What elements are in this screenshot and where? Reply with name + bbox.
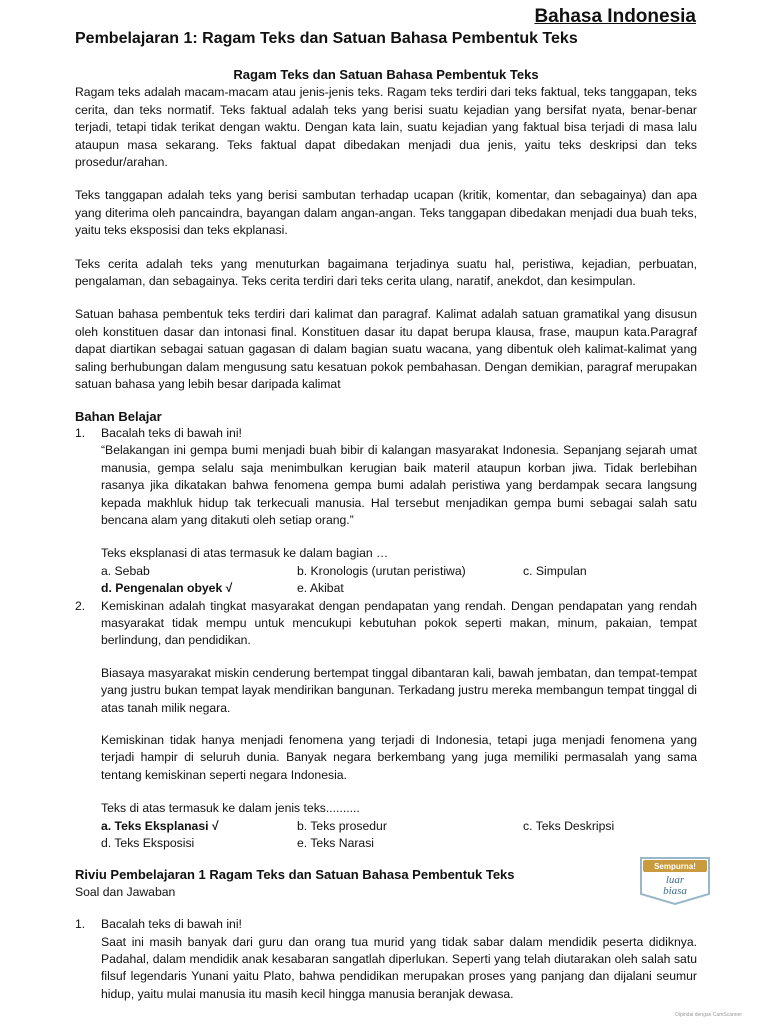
option-d-correct: d. Pengenalan obyek √	[101, 581, 233, 596]
question-passage: Kemiskinan tidak hanya menjadi fenomena yang terjadi di Indonesia, tetapi juga menjadi fenomena yang terjadi hampir di seluruh dunia. Banyak negara berkembang yang juga memiliki permasalah yang sama tentang kemiskinan seperti negara Indonesia.	[101, 733, 697, 782]
question-passage: Saat ini masih banyak dari guru dan orang tua murid yang tidak sabar dalam mendidik peserta didiknya. Padahal, dalam mendidik anak kesabaran sangatlah diperlukan. Seperti yang telah diutarakan oleh salah satu filsuf legendaris Yunani yaitu Plato, bahwa pendidikan merupakan proses yang panjang dan dijalani seumur hidup, yaitu mulai manusia itu masih kecil hingga manusia beranjak dewasa.	[101, 934, 697, 1001]
answer-options	[101, 818, 697, 853]
option-a: a. Sebab	[101, 563, 150, 578]
subject-title: Bahasa Indonesia	[534, 6, 696, 27]
review-subheading: Soal dan Jawaban	[75, 884, 176, 899]
review-question-1	[75, 916, 697, 1003]
review-section	[75, 862, 697, 1003]
badge-top-text: Sempurna!	[654, 862, 696, 872]
option-b: b. Kronologis (urutan peristiwa)	[297, 563, 466, 578]
question-instruction: Bacalah teks di bawah ini!	[101, 917, 242, 932]
bahan-belajar-heading: Bahan Belajar	[75, 408, 162, 424]
option-e: e. Teks Narasi	[297, 836, 374, 851]
question-passage: Biasaya masyarakat miskin cenderung bertempat tinggal dibantaran kali, bawah jembatan, dan tempat-tempat yang justru bukan tempat layak mendirikan bangunan. Terkadang justru mereka membangun tempat tinggal di atas tanah milik negara.	[101, 665, 697, 715]
question-number: 1.	[75, 425, 86, 440]
paragraph: Ragam teks adalah macam-macam atau jenis-jenis teks. Ragam teks terdiri dari teks faktual, teks tanggapan, teks cerita, dan teks normatif. Teks faktual adalah teks yang berisi suatu kejadian yang bersifat nyata, benar-benar terjadi, tetapi tidak terikat dengan waktu. Dengan kata lain, suatu kejadian yang faktual bisa terjadi di masa lalu ataupun masa sekarang. Teks faktual dapat dibedakan menjadi dua jenis, yaitu teks deskripsi dan teks prosedur/arahan.	[75, 85, 697, 170]
badge-line2: biasa	[663, 885, 687, 898]
answer-options	[101, 563, 697, 598]
option-c: c. Simpulan	[523, 563, 587, 578]
question-2	[75, 598, 697, 853]
badge-sempurna-icon	[633, 854, 717, 906]
question-number: 2.	[75, 598, 86, 613]
option-a-correct: a. Teks Eksplanasi √	[101, 818, 219, 833]
option-b: b. Teks prosedur	[297, 818, 387, 833]
lesson-title: Pembelajaran 1: Ragam Teks dan Satuan Bahasa Pembentuk Teks	[75, 30, 578, 47]
question-1	[75, 425, 697, 598]
question-passage: “Belakangan ini gempa bumi menjadi buah bibir di kalangan masyarakat Indonesia. Sepanjang sejarah umat manusia, gempa selalu saja menimbulkan kerugian baik materil ataupun korban jiwa. Tidak berlebihan rasanya jika dikatakan bahwa fenomena gempa bumi adalah peristiwa yang berdampak secara langsung kepada makhluk hidup tak terkecuali manusia. Hal tersebut menjadikan gempa bumi sebagai salah satu bencana alam yang ditakuti oleh setiap orang.”	[101, 443, 697, 527]
content	[75, 66, 697, 1003]
question-passage: Kemiskinan adalah tingkat masyarakat dengan pendapatan yang rendah. Dengan pendapatan yang rendah masyarakat tidak mempu untuk mencukupi kebutuhan pokok seperti makan, minum, pakaian, tempat berlindung, dan pendidikan.	[101, 598, 697, 648]
question-prompt: Teks di atas termasuk ke dalam jenis teks..........	[101, 801, 360, 816]
paragraph: Teks cerita adalah teks yang menuturkan bagaimana terjadinya suatu hal, peristiwa, kejadian, perbuatan, pengalaman, dan sebagainya. Teks cerita terdiri dari teks cerita ulang, naratif, anekdot, dan kesimpulan.	[75, 256, 697, 289]
review-heading: Riviu Pembelajaran 1 Ragam Teks dan Satuan Bahasa Pembentuk Teks	[75, 867, 515, 883]
section-heading: Ragam Teks dan Satuan Bahasa Pembentuk Teks	[233, 67, 539, 82]
question-number: 1.	[75, 917, 86, 932]
option-e: e. Akibat	[297, 581, 344, 596]
option-c: c. Teks Deskripsi	[523, 818, 615, 833]
paragraph: Teks tanggapan adalah teks yang berisi sambutan terhadap ucapan (kritik, komentar, dan sebagainya) dan apa yang diterima oleh pancaindra, bayangan dalam angan-angan. Teks tanggapan dibedakan menjadi dua buah teks, yaitu teks eksposisi dan teks ekplanasi.	[75, 188, 697, 238]
option-d: d. Teks Eksposisi	[101, 836, 195, 851]
question-prompt: Teks eksplanasi di atas termasuk ke dalam bagian …	[101, 546, 389, 561]
badge-line1: luar	[665, 874, 685, 887]
scanner-watermark: Dipindai dengan CamScanner	[675, 1012, 742, 1018]
paragraph: Satuan bahasa pembentuk teks terdiri dari kalimat dan paragraf. Kalimat adalah satuan gramatikal yang disusun oleh konstituen dasar dan intonasi final. Konstituen dasar itu dapat berupa klausa, frase, maupun kata.Paragraf dapat diartikan sebagai satuan gagasan di dalam bagian suatu wacana, yang dibentuk oleh kalimat-kalimat yang saling berhubungan dalam mengusung satu kesatuan pokok pembahasan. Dengan demikian, paragraf merupakan satuan bahasa yang lebih besar daripada kalimat	[75, 307, 697, 392]
question-instruction: Bacalah teks di bawah ini!	[101, 425, 242, 440]
